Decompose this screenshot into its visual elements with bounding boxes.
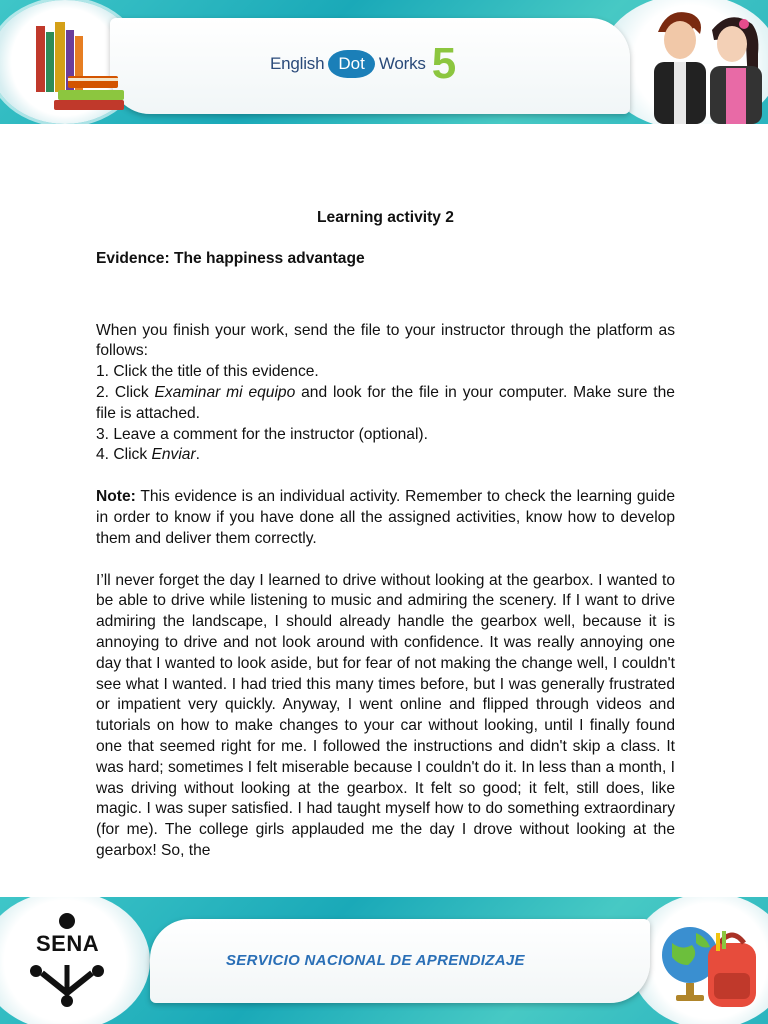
english-dot-works-logo: [270, 40, 456, 88]
students-illustration: [640, 2, 768, 124]
story-paragraph: I’ll never forget the day I learned to drive without looking at the gearbox. I wanted to be able to drive while listening to music and admiring the scenery. If I want to drive admiring the landscape, I should already handle the gearbox well, because it is annoying to drive and not look around with confidence. It was really annoying one day that I wanted to look aside, but for fear of not making the change well, I couldn't see what I wanted. I had tried this many times before, but I was generally frustrated or impatient very quickly. Anyway, I went online and flipped through videos and tutorials on how to make changes to your car without looking, until I finally found one that seemed right for me. I followed the instructions and didn't skip a class. It was hard; sometimes I felt miserable because I couldn't do it. In less than a month, I was driving without looking at the gearbox. It felt so good; it felt, still does, like magic. I was super satisfied. I had taught myself how to do something extraordinary (for me). The college girls applauded me the day I drove without looking at the gearbox! So, the: [96, 571, 675, 859]
brand-level-number: 5: [431, 39, 457, 88]
globe-backpack-illustration: [650, 903, 768, 1021]
document-body: [96, 200, 675, 862]
header-banner: [0, 0, 768, 124]
step-3: 3. Leave a comment for the instructor (optional).: [96, 425, 428, 443]
books-illustration: [28, 18, 132, 114]
note-label: Note:: [96, 488, 136, 506]
instructions-intro: When you finish your work, send the file to your instructor through the platform as follows:: [96, 321, 675, 360]
step-2-suffix: and look for the file in your computer. Make sure the file is attached.: [96, 383, 675, 422]
step-2-prefix: 2. Click: [96, 383, 155, 401]
step-1: 1. Click the title of this evidence.: [96, 363, 319, 381]
brand-dot-bubble: Dot: [328, 50, 374, 78]
brand-word-works: Works: [378, 54, 426, 73]
sena-logo-icon: [22, 911, 112, 1011]
institution-name: SERVICIO NACIONAL DE APRENDIZAJE: [226, 952, 525, 969]
step-4-prefix: 4. Click: [96, 446, 152, 464]
step-4-suffix: .: [195, 446, 201, 464]
step-2: [96, 383, 675, 425]
brand-word-english: English: [270, 54, 325, 73]
step-4-emphasis: Enviar: [151, 446, 196, 464]
evidence-subtitle: Evidence: The happiness advantage: [96, 249, 365, 267]
page-title: Learning activity 2: [317, 209, 454, 226]
note-paragraph: [96, 487, 675, 549]
step-2-emphasis: Examinar mi equipo: [154, 383, 296, 401]
note-text: This evidence is an individual activity. Remember to check the learning guide in order to know if you have done all the assigned activities, know how to develop them and deliver them correctly.: [96, 488, 675, 547]
step-4: [96, 445, 675, 466]
sena-logo-text: SENA: [36, 931, 100, 956]
footer-banner: [0, 897, 768, 1024]
